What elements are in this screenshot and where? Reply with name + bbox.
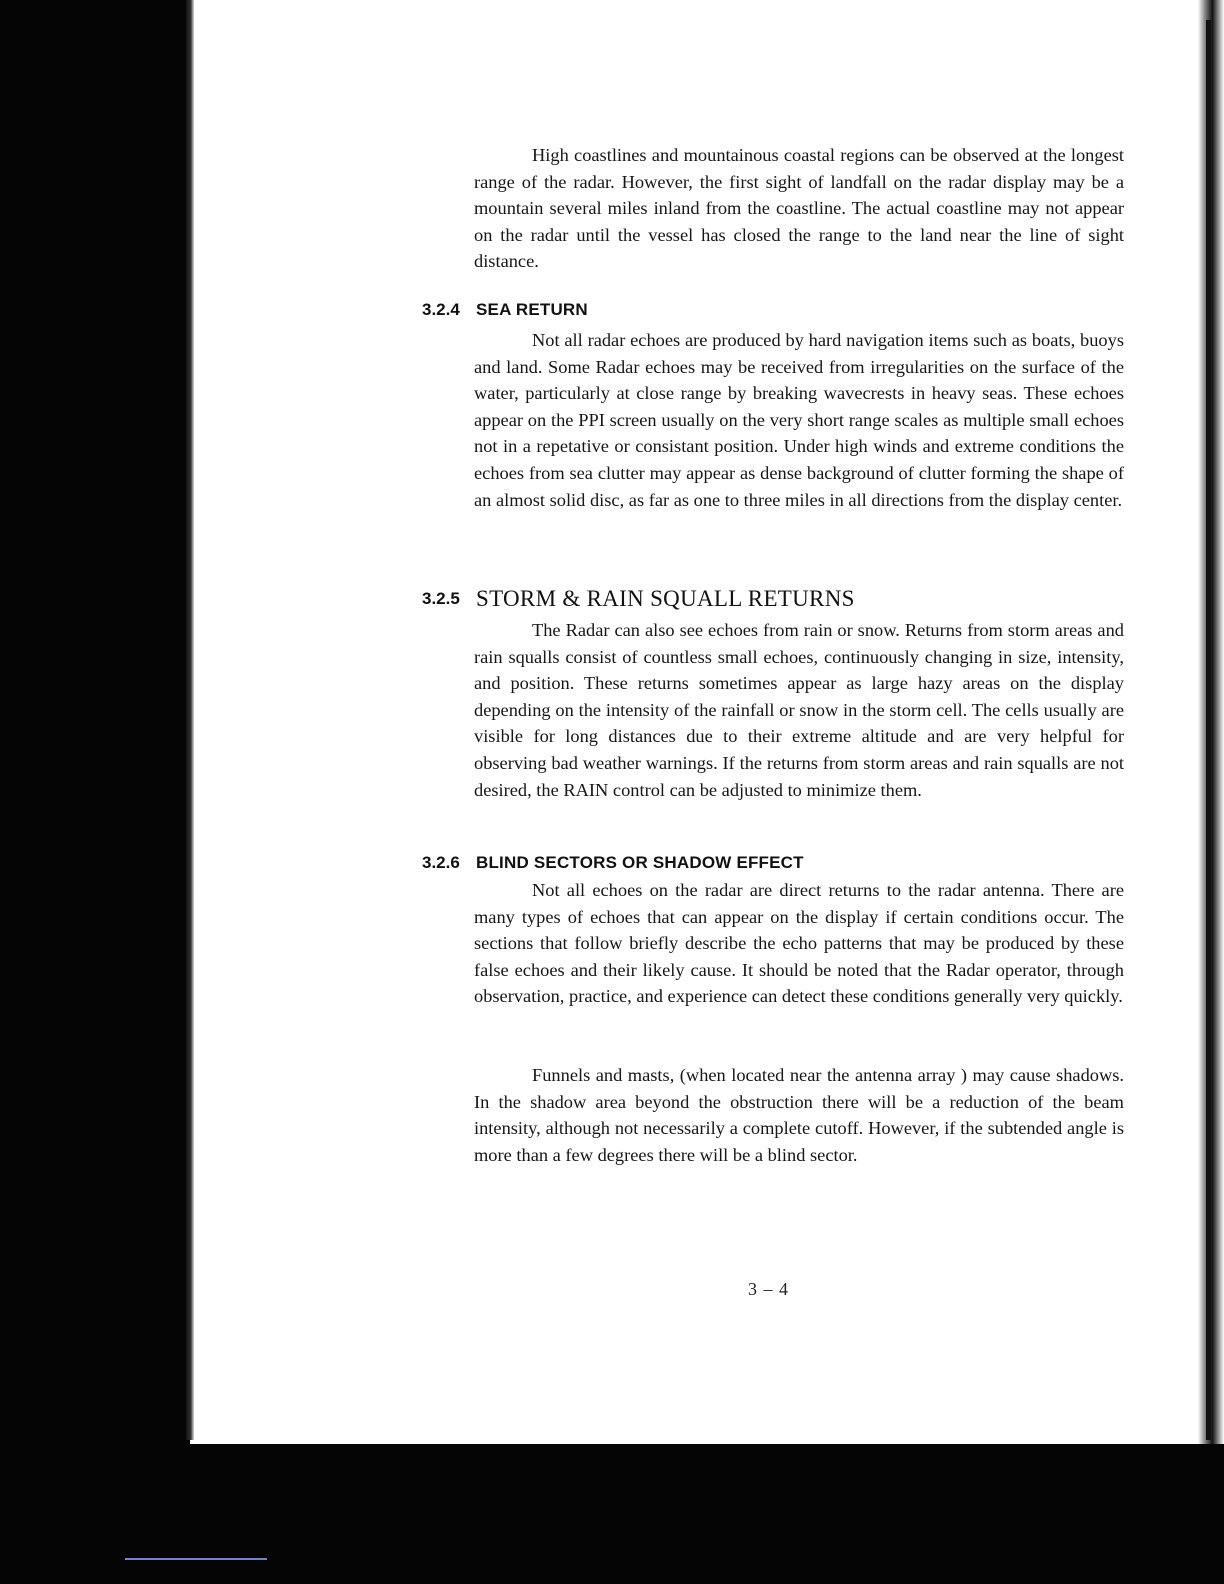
section-title-blind: BLIND SECTORS OR SHADOW EFFECT	[476, 853, 804, 872]
section-number-blind: 3.2.6	[422, 853, 460, 872]
paragraph-blind-echoes: Not all echoes on the radar are direct returns to the radar antenna. There are many types of echoes that can appear on the display if certain conditions occur. The sections that follow briefly describe the echo patterns that may be produced by these false echoes and their likely cause. It should be noted that the Radar operator, through observation, practice, and experience can detect these conditions generally very quickly.	[474, 880, 1124, 1007]
section-number-storm: 3.2.5	[422, 589, 460, 608]
paragraph-coastlines: High coastlines and mountainous coastal regions can be observed at the longest range of the radar. However, the first sight of landfall on the radar display may be a mountain several miles inland from the coastline. The actual coastline may not appear on the radar until the vessel has closed the range to the land near the line of sight distance.	[474, 145, 1124, 272]
section-number-sea-return: 3.2.4	[422, 300, 460, 319]
paragraph-storm: The Radar can also see echoes from rain or snow. Returns from storm areas and rain squalls consist of countless small echoes, continuously changing in size, intensity, and position. These returns sometimes appear as large hazy areas on the display depending on the intensity of the rainfall or snow in the storm cell. The cells usually are visible for long distances due to their extreme altitude and are very helpful for observing bad weather warnings. If the returns from storm areas and rain squalls are not desired, the RAIN control can be adjusted to minimize them.	[474, 620, 1124, 800]
section-title-storm: STORM & RAIN SQUALL RETURNS	[476, 586, 855, 611]
page-number: 3 – 4	[748, 1279, 789, 1299]
paragraph-sea-return: Not all radar echoes are produced by hard navigation items such as boats, buoys and land. Some Radar echoes may be received from irregularities on the surface of the water, particularly at close range by breaking wavecrests in heavy seas. These echoes appear on the PPI screen usually on the very short range scales as multiple small echoes not in a repetative or consistant position. Under high winds and extreme conditions the echoes from sea clutter may appear as dense background of clutter forming the shape of an almost solid disc, as far as one to three miles in all directions from the display center.	[474, 330, 1124, 510]
paragraph-blind-shadows: Funnels and masts, (when located near the antenna array ) may cause shadows. In the shadow area beyond the obstruction there will be a reduction of the beam intensity, although not necessarily a complete cutoff. However, if the subtended angle is more than a few degrees there will be a blind sector.	[474, 1065, 1124, 1165]
section-title-sea-return: SEA RETURN	[476, 300, 588, 319]
